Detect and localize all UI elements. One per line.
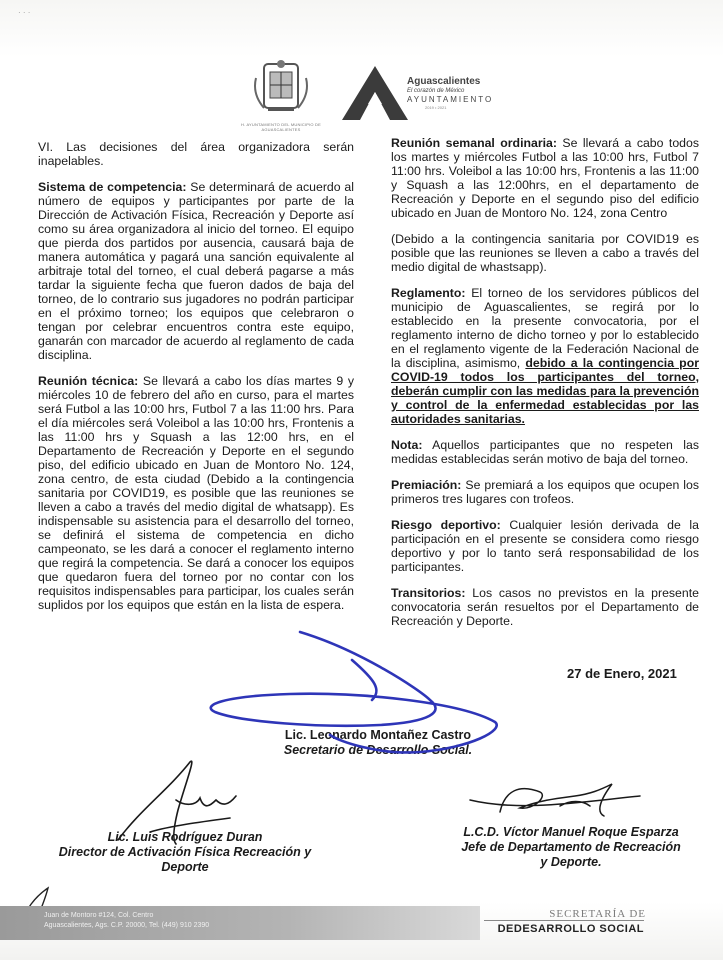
paragraph-decisiones: VI. Las decisiones del área organizadora serán inapelables.	[38, 140, 354, 168]
heading-reunion-semanal: Reunión semanal ordinaria:	[391, 136, 557, 150]
body-riesgo-deportivo: Cualquier lesión derivada de la participación en el presente se considera como riesgo deportivo y por lo tanto será responsabilidad de los participantes.	[391, 518, 700, 574]
heading-nota: Nota:	[391, 438, 423, 452]
signature-block-director	[40, 830, 330, 875]
paragraph-riesgo-deportivo	[391, 518, 699, 574]
brand-block	[407, 76, 517, 111]
signer-role-jefe-line1: Jefe de Departamento de Recreación	[461, 840, 681, 854]
signer-role-jefe-line2: y Deporte.	[540, 855, 602, 869]
footer-department: DEDESARROLLO SOCIAL	[484, 920, 644, 935]
paragraph-reunion-tecnica	[38, 374, 354, 612]
heading-transitorios: Transitorios:	[391, 586, 466, 600]
body-reglamento: El torneo de los servidores públicos del municipio de Aguascalientes, se regirá por lo establecido en la presente convocatoria, por el reglamento interno de dicho torneo y por lo establecido en el reglamento vigente de la Federación Nacional de la disciplina, asimismo,	[391, 286, 699, 370]
heading-premiacion: Premiación:	[391, 478, 462, 492]
signer-name-director: Lic. Luis Rodríguez Duran	[107, 830, 263, 844]
body-premiacion: Se premiará a los equipos que ocupen los primeros tres lugares con trofeos.	[391, 478, 699, 506]
paragraph-reglamento	[391, 286, 699, 426]
body-sistema-competencia: Se determinará de acuerdo al número de equipos y participantes por parte de la Dirección de Activación Física, Recreación y Deporte así como su área organizadora al inicio del torneo. El equipo que pierda dos partidos por ausencia, causará baja de manera automática y pagará una sanción equivalente al arbitraje total del torneo, el cual deberá pagarse a más tardar la siguiente fecha que fueron dados de baja del torneo, de lo contrario sus jugadores no podrán participar en el próximo torneo; los equipos que celebraron o tengan por celebrar encuentros contra este equipo, ganarán con marcador de acuerdo al reglamento de cada disciplina.	[38, 180, 354, 362]
brand-city: Aguascalientes	[407, 76, 481, 87]
body-transitorios: Los casos no previstos en la presente convocatoria serán resueltos por el Departamento de Recreación y Deporte.	[391, 586, 699, 628]
municipal-crest-icon	[250, 58, 312, 120]
ayuntamiento-logo-icon	[340, 64, 410, 122]
right-column	[391, 136, 699, 640]
scan-marks: · · ·	[18, 8, 31, 17]
signer-name-secretario: Lic. Leonardo Montañez Castro	[284, 728, 472, 742]
footer-address-line2: Aguascalientes, Ags. C.P. 20000, Tel. (449) 910 2390	[44, 922, 210, 929]
footer-secretaria: SECRETARÍA DE	[549, 908, 646, 920]
paragraph-contingencia: (Debido a la contingencia sanitaria por COVID19 es posible que las reuniones se lleven a cabo a través del medio digital de whastsapp).	[391, 232, 699, 274]
signer-role-secretario: Secretario de Desarrollo Social.	[283, 743, 473, 757]
signature-jefe-ink	[470, 784, 640, 816]
paragraph-nota	[391, 438, 699, 466]
paragraph-reunion-semanal	[391, 136, 699, 220]
signer-role-director-line1: Director de Activación Física Recreación y	[58, 845, 312, 859]
body-reunion-semanal: Se llevará a cabo todos los martes y miércoles Futbol a las 10:00 hrs, Futbol 7 11:00 hrs. Voleibol a las 10:00 hrs, Frontenis a las 11:00 y Squash a las 12:00hrs, en el departamento de Recreación y Deporte en el segundo piso del edificio ubicado en Juan de Montoro No. 124, zona Centro	[391, 136, 699, 220]
paragraph-premiacion	[391, 478, 699, 506]
left-column	[38, 140, 354, 624]
signature-block-secretario	[263, 728, 493, 758]
heading-riesgo-deportivo: Riesgo deportivo:	[391, 518, 501, 532]
paragraph-transitorios	[391, 586, 699, 628]
brand-years: 2019 • 2021	[425, 105, 447, 110]
heading-sistema-competencia: Sistema de competencia:	[38, 180, 187, 194]
body-reunion-tecnica: Se llevará a cabo los días martes 9 y miércoles 10 de febrero del año en curso, para el martes será Futbol a las 10:00 hrs, Futbol 7 a las 11:00 hrs. Para el día miércoles será Voleibol a las 10:00 hrs, Frontenis a las 11:00 hrs y Squash a las 12:00 hrs, en el Departamento de Recreación y Deporte en el segundo piso, del edificio ubicado en Juan de Montoro No. 124, zona centro, de esta ciudad (Debido a la contingencia sanitaria por COVID19, es posible que las reuniones se lleven a cabo a través del medio digital de whatsapp). Es indispensable su asistencia para el desarrollo del torneo, se definirá el sistema de competencia en dicho campeonato, se les dará a conocer el reglamento interno que regirá la competencia. Se dará a conocer los equipos que quedaron fuera del torneo por no contar con los requisitos indispensables para participar, los cuales serán suplidos por los equipos que están en la lista de espera.	[38, 374, 354, 612]
body-nota: Aquellos participantes que no respeten las medidas establecidas serán motivo de baja del torneo.	[391, 438, 699, 466]
paragraph-sistema-competencia	[38, 180, 354, 362]
brand-org: AYUNTAMIENTO	[407, 95, 494, 104]
signer-role-director-line2: Deporte	[161, 860, 209, 874]
emphasis-covid-measures: debido a la contingencia por COVID-19 todos los participantes del torneo, deberán cumplir con las medidas para la prevención y control de la enfermedad establecidas por las autoridades sanitarias.	[391, 356, 699, 426]
signature-block-jefe	[446, 825, 696, 870]
crest-caption: H. AYUNTAMIENTO DEL MUNICIPIO DE AGUASCALIENTES	[240, 122, 322, 132]
heading-reunion-tecnica: Reunión técnica:	[38, 374, 139, 388]
footer-address	[44, 911, 209, 931]
document-date: 27 de Enero, 2021	[567, 666, 677, 681]
brand-motto: El corazón de México	[407, 88, 465, 94]
footer-address-line1: Juan de Montoro #124, Col. Centro	[44, 912, 154, 919]
signer-name-jefe: L.C.D. Víctor Manuel Roque Esparza	[463, 825, 679, 839]
heading-reglamento: Reglamento:	[391, 286, 466, 300]
